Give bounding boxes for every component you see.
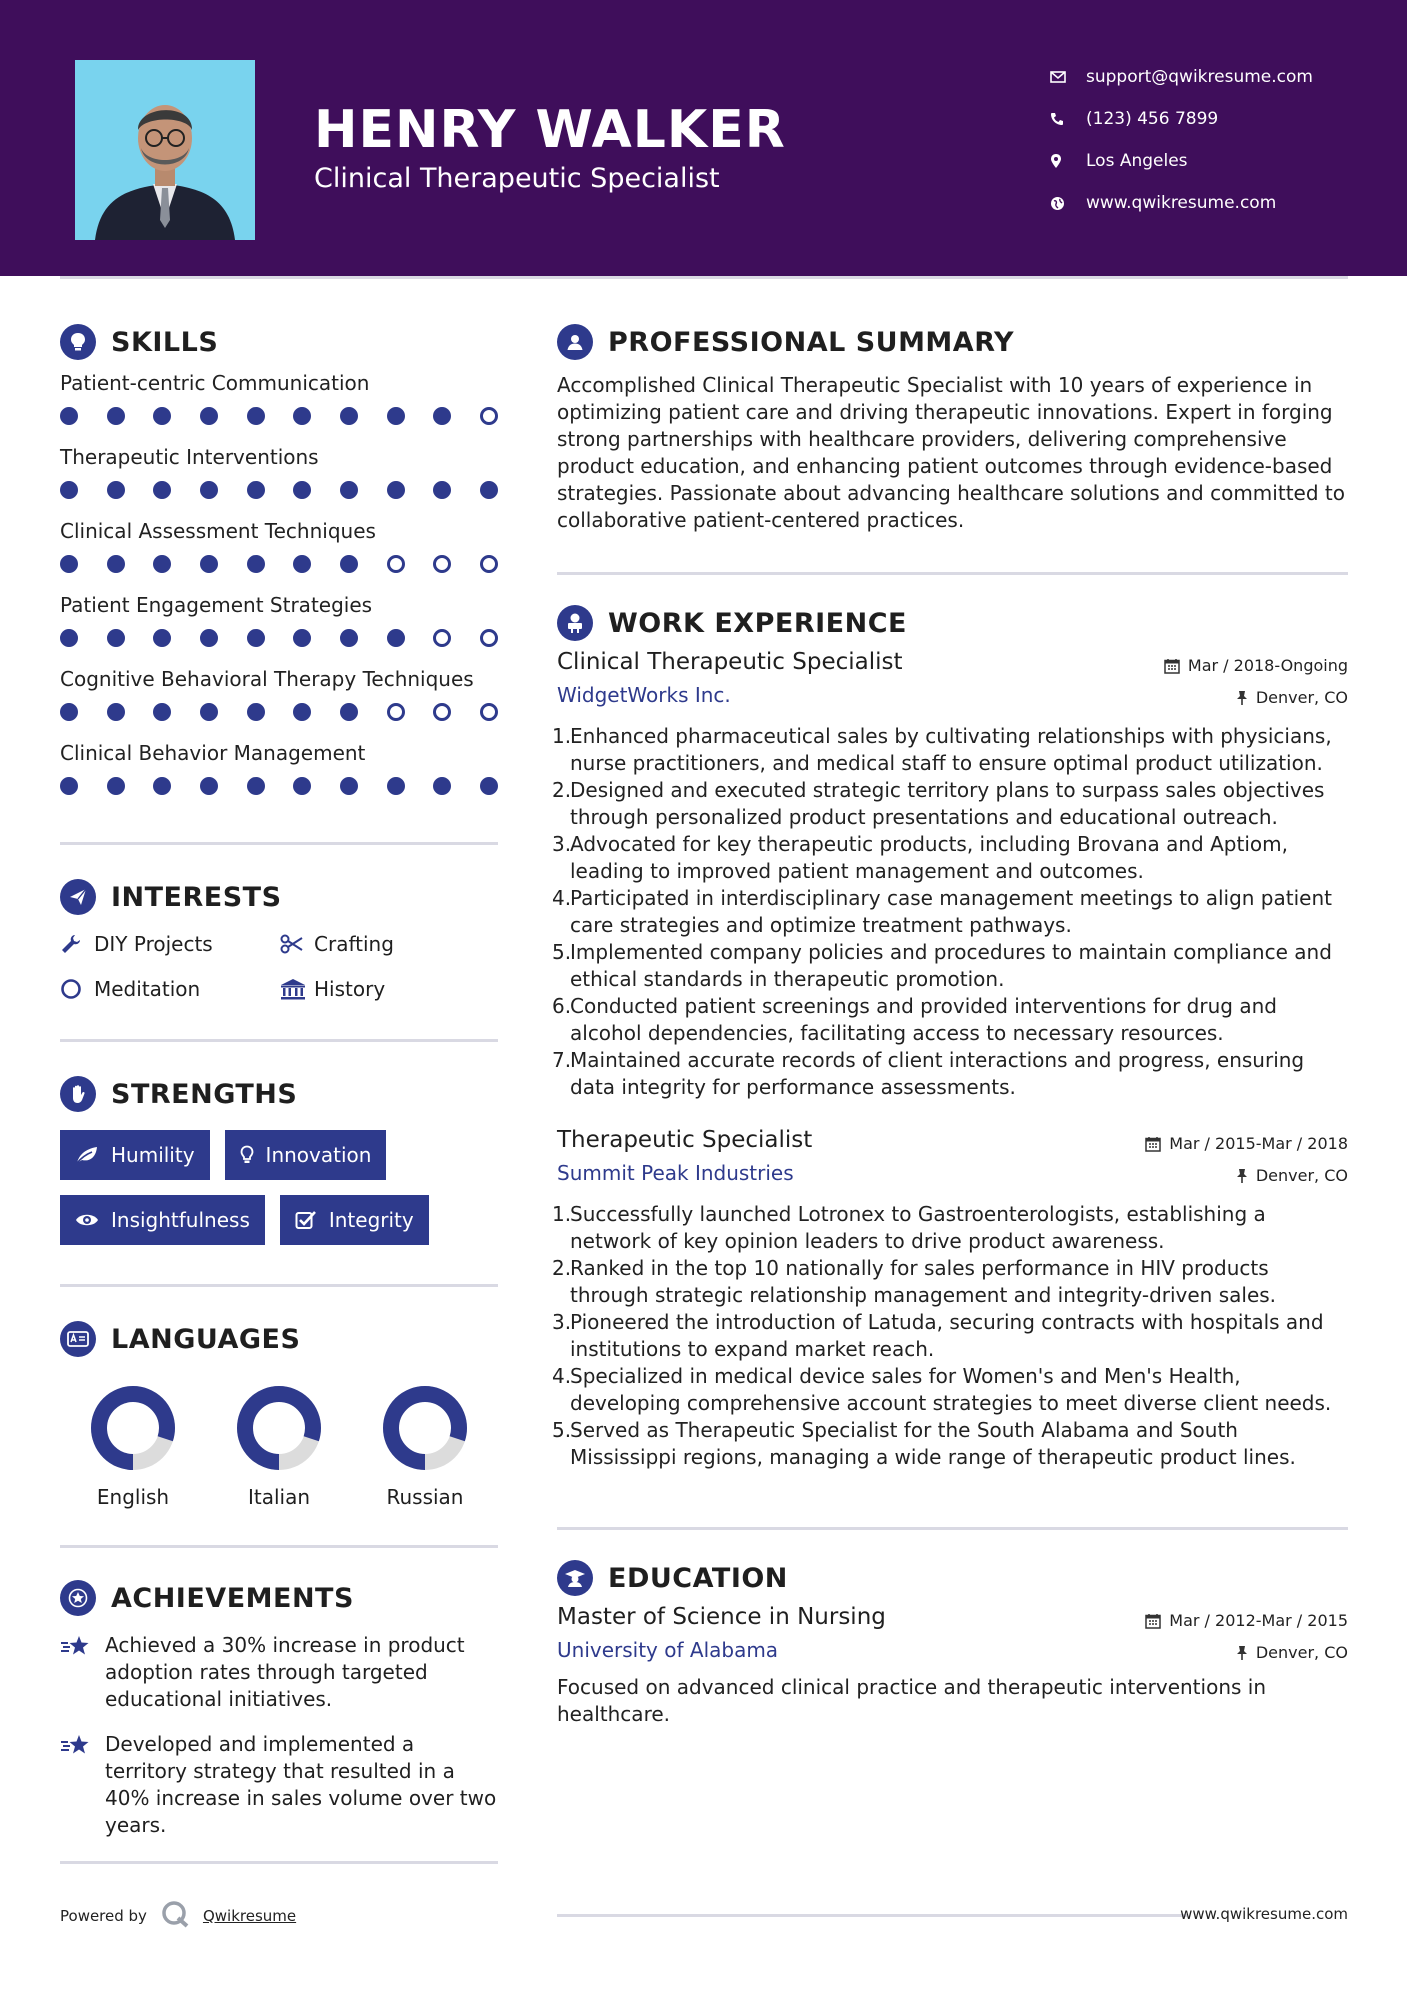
rating-dot-filled (293, 629, 311, 647)
degree-title: Master of Science in Nursing (557, 1604, 886, 1630)
summary-text: Accomplished Clinical Therapeutic Specialist with 10 years of experience in optimizing patient care and driving therapeutic innovations. Expert in forging strong partnerships with healthcare providers, delivering comprehensive product education, and enhancing patient outcomes through evidence-based strategies. Passionate about advancing healthcare solutions and committed to collaborative patient-centered practices. (557, 373, 1345, 532)
rating-dot-filled (293, 481, 311, 499)
rating-dot-filled (60, 407, 78, 425)
powered-by-label: Powered by (60, 1907, 147, 1925)
right-column (552, 320, 1348, 1728)
job-bullet: 6. Conducted patient screenings and provided interventions for drug and alcohol dependencies, facilitating access to necessary resources. (552, 994, 1277, 1045)
rating-dot-empty (480, 407, 498, 425)
achievement-text: Achieved a 30% increase in product adoption rates through targeted educational initiatives. (105, 1633, 465, 1711)
rating-dot-filled (247, 703, 265, 721)
language-label: English (96, 1485, 170, 1509)
rating-dot-empty (387, 555, 405, 573)
language-card-icon (60, 1321, 96, 1357)
rating-dot-filled (480, 777, 498, 795)
job-bullet: 1. Successfully launched Lotronex to Gastroenterologists, establishing a network of key opinion leaders to drive product awareness. (552, 1202, 1266, 1253)
rating-dot-filled (153, 555, 171, 573)
skill-rating (60, 472, 498, 516)
skill-rating (60, 620, 498, 664)
candidate-role: Clinical Therapeutic Specialist (314, 163, 720, 194)
contact-website[interactable] (1050, 182, 1313, 224)
experience-title: WORK EXPERIENCE (608, 607, 907, 639)
strength-label: Integrity (328, 1208, 414, 1232)
achievements-list (60, 1632, 498, 1839)
rating-dot-filled (60, 777, 78, 795)
skills-heading (60, 320, 498, 364)
job-bullet: 3. Pioneered the introduction of Latuda, securing contracts with hospitals and institutions to expand market reach. (552, 1310, 1324, 1361)
rating-dot-filled (200, 407, 218, 425)
rating-dot-filled (387, 481, 405, 499)
education-dates-text: Mar / 2012-Mar / 2015 (1169, 1611, 1348, 1630)
rating-dot-filled (340, 777, 358, 795)
resume-header (0, 0, 1407, 276)
rating-dot-filled (107, 555, 125, 573)
rating-dot-empty (480, 703, 498, 721)
job-bullet: 2. Ranked in the top 10 nationally for sales performance in HIV products through strategic relationship management and integrity-driven sales. (552, 1256, 1277, 1307)
star-badge-icon (60, 1580, 96, 1616)
skill-name: Therapeutic Interventions (60, 445, 319, 469)
rating-dot-filled (387, 777, 405, 795)
section-divider (60, 1039, 498, 1042)
interests-heading (60, 875, 498, 919)
rating-dot-filled (293, 777, 311, 795)
job-title: Therapeutic Specialist (557, 1127, 813, 1153)
skill-name: Patient-centric Communication (60, 371, 370, 395)
pushpin-icon (1236, 1645, 1248, 1661)
rating-dot-filled (340, 703, 358, 721)
skill-name: Clinical Behavior Management (60, 741, 366, 765)
rating-dot-filled (247, 777, 265, 795)
job-location-text: Denver, CO (1255, 1166, 1348, 1185)
leaf-icon (75, 1145, 99, 1165)
rating-dot-filled (247, 629, 265, 647)
left-column (60, 320, 498, 1864)
rating-dot-empty (433, 555, 451, 573)
rating-dot-empty (480, 629, 498, 647)
languages-title: LANGUAGES (111, 1323, 301, 1355)
rating-dot-filled (293, 703, 311, 721)
strength-tag (60, 1130, 210, 1180)
powered-by (60, 1900, 296, 1932)
rating-dot-filled (60, 703, 78, 721)
achievement-item (60, 1731, 498, 1839)
globe-icon (1050, 196, 1086, 211)
candidate-name: HENRY WALKER (314, 100, 786, 160)
interest-item (60, 966, 280, 1011)
language-ring (234, 1383, 324, 1473)
rating-dot-filled (340, 629, 358, 647)
strengths-title: STRENGTHS (111, 1078, 298, 1110)
user-icon (557, 324, 593, 360)
skill-name: Patient Engagement Strategies (60, 593, 373, 617)
profile-photo (75, 60, 255, 240)
job-bullet: 7. Maintained accurate records of client interactions and progress, ensuring data integrity for performance assessments. (552, 1048, 1305, 1099)
scissors-icon (280, 934, 314, 954)
interest-label: Meditation (94, 976, 201, 1001)
rating-dot-filled (433, 481, 451, 499)
language-ring (380, 1383, 470, 1473)
language-label: Italian (247, 1485, 311, 1509)
phone-icon (1050, 112, 1086, 126)
language-label: Russian (386, 1485, 464, 1509)
qwikresume-link[interactable]: Qwikresume (202, 1907, 297, 1925)
education-subheader (557, 1638, 1348, 1662)
job-bullet: 2. Designed and executed strategic territory plans to surpass sales objectives through personalized product presentations and educational outreach. (552, 778, 1325, 829)
rating-dot-filled (200, 777, 218, 795)
job-dates-text: Mar / 2015-Mar / 2018 (1169, 1134, 1348, 1153)
section-divider (557, 572, 1348, 575)
achievement-item (60, 1632, 498, 1713)
section-divider (60, 1545, 498, 1548)
rating-dot-filled (60, 555, 78, 573)
job-location (1236, 688, 1348, 707)
rating-dot-filled (433, 777, 451, 795)
skill-item (60, 368, 498, 442)
achievements-heading (60, 1576, 498, 1620)
hand-icon (60, 1076, 96, 1112)
languages-list (60, 1383, 498, 1509)
rating-dot-filled (153, 407, 171, 425)
rating-dot-filled (60, 481, 78, 499)
rating-dot-empty (433, 629, 451, 647)
rating-dot-filled (107, 703, 125, 721)
education-location-text: Denver, CO (1255, 1643, 1348, 1662)
bank-icon (280, 978, 314, 1000)
rating-dot-filled (60, 629, 78, 647)
rating-dot-filled (153, 777, 171, 795)
education-description: Focused on advanced clinical practice and therapeutic interventions in healthcare. (557, 1675, 1267, 1726)
skill-rating (60, 694, 498, 738)
footer-divider (557, 1914, 1187, 1917)
section-divider (60, 1284, 498, 1287)
wrench-icon (60, 933, 94, 955)
skills-title: SKILLS (111, 326, 219, 358)
job-dates (1164, 656, 1348, 675)
experience-heading (557, 601, 1348, 645)
skill-rating (60, 546, 498, 590)
calendar-icon (1164, 658, 1180, 674)
section-divider (60, 842, 498, 845)
rating-dot-filled (247, 407, 265, 425)
contact-email-text: support@qwikresume.com (1086, 67, 1313, 87)
language-item (60, 1383, 206, 1509)
job-dates-text: Mar / 2018-Ongoing (1187, 656, 1348, 675)
job-bullets (552, 1201, 1348, 1471)
rating-dot-filled (153, 629, 171, 647)
header-divider (60, 276, 1348, 279)
interests-title: INTERESTS (111, 881, 282, 913)
paper-plane-icon (60, 879, 96, 915)
rating-dot-filled (247, 555, 265, 573)
envelope-icon (1050, 71, 1086, 83)
lightbulb-icon (60, 324, 96, 360)
shooting-star-icon (60, 1731, 105, 1839)
school-name: University of Alabama (557, 1638, 779, 1662)
contact-location-text: Los Angeles (1086, 151, 1188, 171)
company-name: Summit Peak Industries (557, 1161, 794, 1185)
strength-label: Insightfulness (111, 1208, 250, 1232)
interest-label: History (314, 976, 386, 1001)
contact-phone[interactable] (1050, 98, 1313, 140)
strength-tag (225, 1130, 387, 1180)
rating-dot-filled (200, 555, 218, 573)
contact-website-text: www.qwikresume.com (1086, 193, 1277, 213)
rating-dot-filled (107, 407, 125, 425)
contact-email[interactable] (1050, 56, 1313, 98)
job-location-text: Denver, CO (1255, 688, 1348, 707)
job-entry (552, 1127, 1348, 1471)
company-name: WidgetWorks Inc. (557, 683, 731, 707)
job-bullet: 5. Implemented company policies and procedures to maintain compliance and ethical standards in therapeutic promotion. (552, 940, 1332, 991)
contact-phone-text: (123) 456 7899 (1086, 109, 1219, 129)
lightbulb-icon (240, 1145, 254, 1165)
rating-dot-filled (107, 777, 125, 795)
education-dates (1145, 1611, 1348, 1630)
qwikresume-logo-icon (161, 1900, 191, 1932)
job-bullet: 1. Enhanced pharmaceutical sales by cultivating relationships with physicians, nurse practitioners, and medical staff to ensure optimal product utilization. (552, 724, 1332, 775)
calendar-icon (1145, 1136, 1161, 1152)
job-location (1236, 1166, 1348, 1185)
eye-icon (75, 1212, 99, 1228)
job-bullet: 4. Participated in interdisciplinary case management meetings to align patient care strategies and optimize treatment pathways. (552, 886, 1332, 937)
rating-dot-empty (387, 703, 405, 721)
skill-item (60, 516, 498, 590)
interest-item (280, 966, 498, 1011)
skill-name: Cognitive Behavioral Therapy Techniques (60, 667, 474, 691)
footer-url[interactable]: www.qwikresume.com (1180, 1905, 1348, 1923)
achievement-text: Developed and implemented a territory strategy that resulted in a 40% increase in sales volume over two years. (105, 1732, 497, 1837)
graduate-icon (557, 1560, 593, 1596)
pushpin-icon (1236, 1168, 1248, 1184)
rating-dot-filled (293, 555, 311, 573)
interest-label: DIY Projects (94, 931, 213, 956)
education-entry (557, 1604, 1348, 1728)
skill-rating (60, 398, 498, 442)
rating-dot-filled (340, 555, 358, 573)
language-ring (88, 1383, 178, 1473)
skill-item (60, 664, 498, 738)
strength-label: Humility (111, 1143, 195, 1167)
job-subheader (557, 683, 1348, 707)
rating-dot-filled (153, 703, 171, 721)
calendar-icon (1145, 1613, 1161, 1629)
skill-item (60, 738, 498, 812)
job-header (557, 1127, 1348, 1153)
pushpin-icon (1236, 690, 1248, 706)
job-header (557, 649, 1348, 675)
achievements-title: ACHIEVEMENTS (111, 1582, 354, 1614)
job-bullet: 5. Served as Therapeutic Specialist for the South Alabama and South Mississippi regions, managing a wide range of therapeutic product lines. (552, 1418, 1296, 1469)
rating-dot-filled (387, 629, 405, 647)
rating-dot-filled (433, 407, 451, 425)
strength-tag (280, 1195, 429, 1245)
language-item (206, 1383, 352, 1509)
strengths-list (60, 1130, 498, 1260)
strength-label: Innovation (265, 1143, 372, 1167)
rating-dot-filled (340, 481, 358, 499)
interests-list (60, 921, 498, 1011)
summary-title: PROFESSIONAL SUMMARY (608, 326, 1015, 358)
job-bullet: 4. Specialized in medical device sales for Women's and Men's Health, developing comprehensive account strategies to meet diverse client needs. (552, 1364, 1332, 1415)
rating-dot-filled (200, 703, 218, 721)
skill-item (60, 442, 498, 516)
check-square-icon (295, 1210, 317, 1230)
strengths-heading (60, 1072, 498, 1116)
rating-dot-empty (433, 703, 451, 721)
shooting-star-icon (60, 1632, 105, 1713)
education-heading (557, 1556, 1348, 1600)
job-dates (1145, 1134, 1348, 1153)
rating-dot-filled (247, 481, 265, 499)
rating-dot-filled (200, 481, 218, 499)
interest-item (60, 921, 280, 966)
education-header (557, 1604, 1348, 1630)
rating-dot-filled (387, 407, 405, 425)
job-bullet: 3. Advocated for key therapeutic products, including Brovana and Aptiom, leading to improved patient management and outcomes. (552, 832, 1288, 883)
section-divider (60, 1861, 498, 1864)
section-divider (557, 1527, 1348, 1530)
languages-heading (60, 1317, 498, 1361)
contact-list (1050, 56, 1313, 224)
skill-rating (60, 768, 498, 812)
job-subheader (557, 1161, 1348, 1185)
rating-dot-filled (107, 481, 125, 499)
interest-item (280, 921, 498, 966)
rating-dot-empty (480, 555, 498, 573)
rating-dot-filled (293, 407, 311, 425)
education-location (1236, 1643, 1348, 1662)
rating-dot-filled (200, 629, 218, 647)
summary-heading (557, 320, 1348, 364)
job-bullets (552, 723, 1348, 1101)
skill-item (60, 590, 498, 664)
rating-dot-filled (153, 481, 171, 499)
rating-dot-filled (480, 481, 498, 499)
map-pin-icon (1050, 153, 1086, 169)
strength-tag (60, 1195, 265, 1245)
education-title: EDUCATION (608, 1562, 788, 1594)
job-title: Clinical Therapeutic Specialist (557, 649, 903, 675)
contact-location (1050, 140, 1313, 182)
rating-dot-filled (340, 407, 358, 425)
skill-name: Clinical Assessment Techniques (60, 519, 376, 543)
briefcase-person-icon (557, 605, 593, 641)
rating-dot-filled (107, 629, 125, 647)
circle-icon (60, 978, 94, 1000)
skills-list (60, 368, 498, 812)
language-item (352, 1383, 498, 1509)
interest-label: Crafting (314, 931, 394, 956)
job-entry (552, 649, 1348, 1101)
